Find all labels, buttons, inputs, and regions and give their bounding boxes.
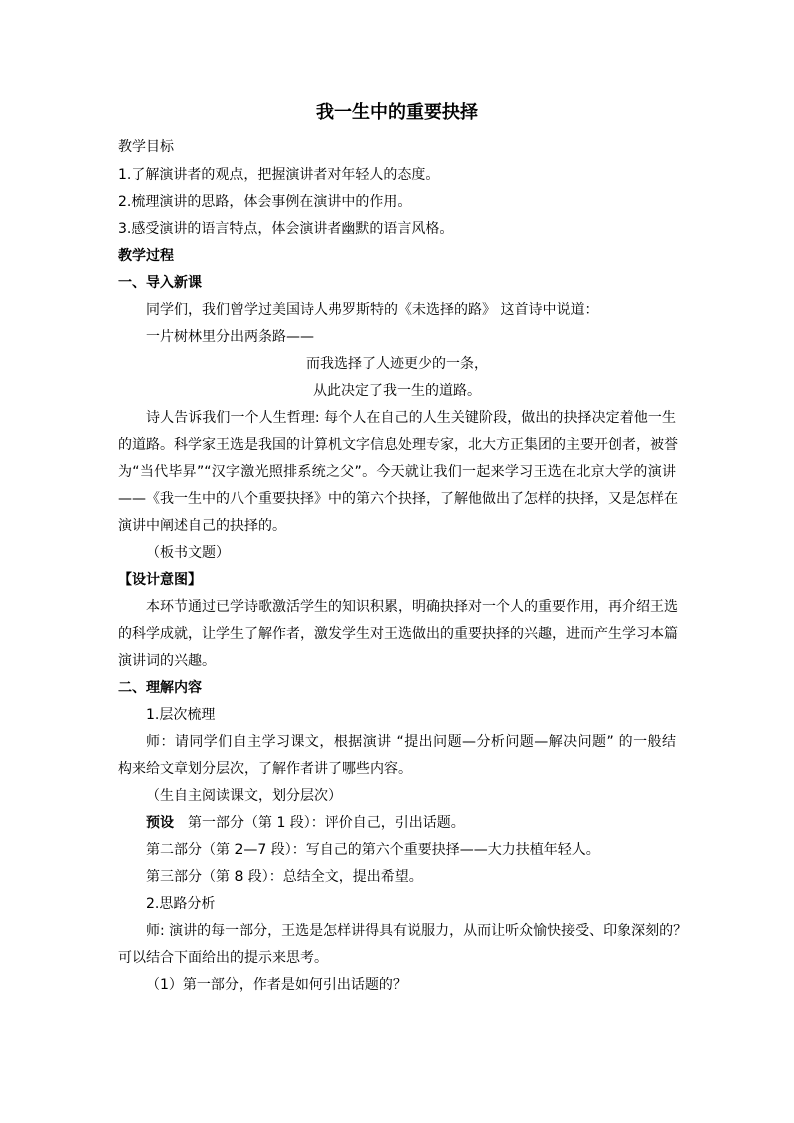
section-heading: 二、理解内容	[118, 680, 202, 696]
paragraph-line: 的道路。科学家王选是我国的计算机文字信息处理专家，北大方正集团的主要开创者，被誉	[118, 437, 678, 453]
paragraph-line: 本环节通过已学诗歌激活学生的知识积累，明确抉择对一个人的重要作用，再介绍王选	[146, 599, 678, 615]
paragraph-line: 师: 演讲的每一部分，王选是怎样讲得具有说服力，从而让听众愉快接受、印象深刻的？	[146, 923, 688, 939]
paragraph-line: 可以结合下面给出的提示来思考。	[118, 950, 328, 966]
objectives-heading: 教学目标	[118, 139, 174, 155]
part-item: 第三部分（第 8 段）：总结全文，提出希望。	[146, 869, 423, 885]
paragraph-line: 演讲中阐述自己的抉择的。	[118, 518, 286, 534]
objective-item: 1.了解演讲者的观点，把握演讲者对年轻人的态度。	[118, 167, 440, 183]
objective-item: 2.梳理演讲的思路，体会事例在演讲中的作用。	[118, 194, 412, 210]
subsection-heading: 2.思路分析	[146, 896, 216, 912]
preset-line	[146, 813, 465, 833]
paragraph-line: 师：请同学们自主学习课文，根据演讲 “提出问题—分析问题—解决问题” 的一般结	[146, 734, 676, 750]
paragraph-line: 为“当代毕昇”“汉字激光照排系统之父”。今天就让我们一起来学习王选在北京大学的演讲	[118, 464, 676, 480]
subsection-heading: 1.层次梳理	[146, 707, 216, 723]
section-heading: 一、导入新课	[118, 275, 202, 291]
poem-line: 而我选择了人迹更少的一条，	[306, 356, 488, 372]
board-note: （板书文题）	[146, 545, 230, 561]
question-item: （1）第一部分，作者是如何引出话题的？	[146, 977, 407, 993]
paragraph-line: 的科学成就，让学生了解作者，激发学生对王选做出的重要抉择的兴趣，进而产生学习本篇	[118, 626, 678, 642]
document-title: 我一生中的重要抉择	[316, 102, 478, 123]
poem-line: 一片树林里分出两条路——	[146, 329, 314, 345]
poem-line: 从此决定了我一生的道路。	[313, 383, 481, 399]
intro-paragraph: 同学们，我们曾学过美国诗人弗罗斯特的《未选择的路》 这首诗中说道：	[146, 302, 599, 318]
part-item: 第一部分（第 1 段）：评价自己，引出话题。	[188, 815, 465, 831]
part-item: 第二部分（第 2—7 段）：写自己的第六个重要抉择——大力扶植年轻人。	[146, 842, 600, 858]
objective-item: 3.感受演讲的语言特点，体会演讲者幽默的语言风格。	[118, 221, 454, 237]
paragraph-line: 诗人告诉我们一个人生哲理: 每个人在自己的人生关键阶段，做出的抉择决定着他一生	[146, 410, 676, 426]
process-heading: 教学过程	[118, 248, 174, 264]
paragraph-line: 构来给文章划分层次，了解作者讲了哪些内容。	[118, 761, 412, 777]
paragraph-line: ——《我一生中的八个重要抉择》中的第六个抉择，了解他做出了怎样的抉择，又是怎样在	[118, 491, 678, 507]
paragraph-line: 演讲词的兴趣。	[118, 653, 216, 669]
student-note: （生自主阅读课文，划分层次）	[146, 788, 342, 804]
design-intent-heading: 【设计意图】	[118, 572, 202, 588]
preset-label: 预设	[146, 815, 174, 831]
